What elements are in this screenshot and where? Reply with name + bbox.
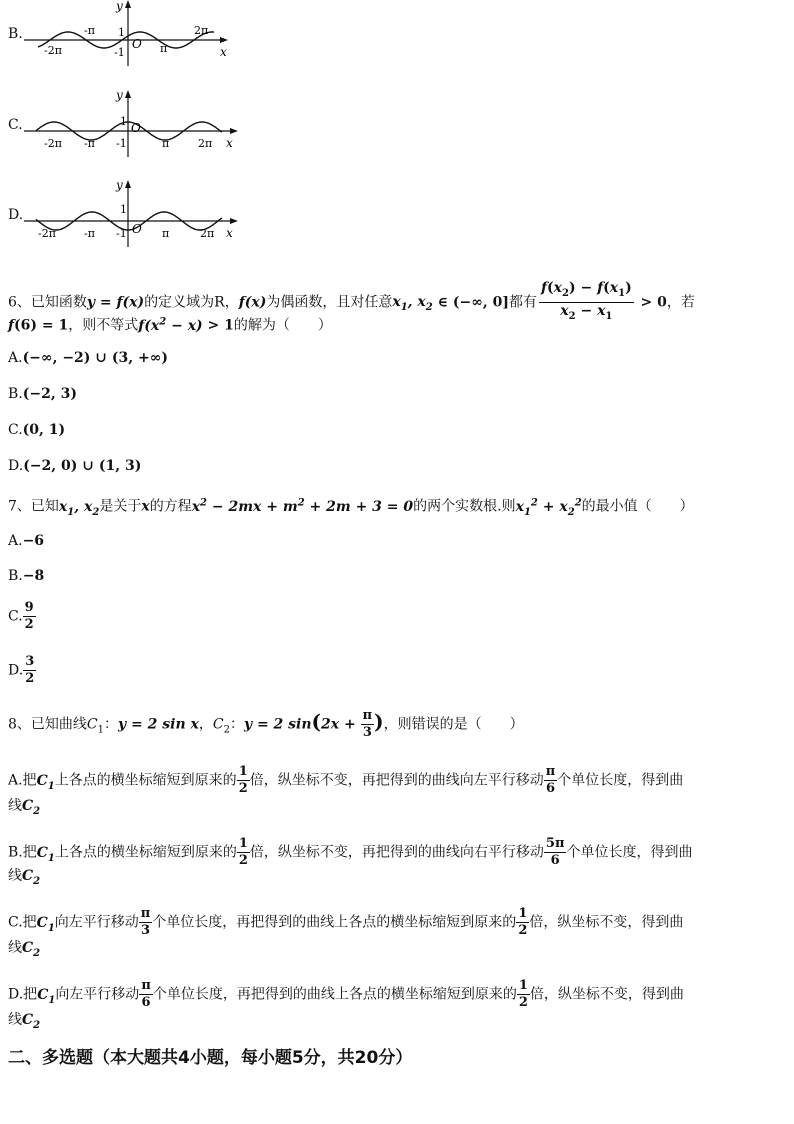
q8-option-b-line-2: 线$C_2$: [8, 868, 41, 887]
question-7-stem: 7、已知$x_1$, $x_2$是关于x的方程$x^2 - 2mx + m^2 + 2m + 3 = 0$的两个实数根.则$x_1^2 + x_2^2$的最小值（ ）: [8, 497, 694, 518]
q7-option-a[interactable]: A.−6: [8, 533, 45, 549]
tick-one: 1: [118, 26, 125, 39]
question-6-line-1: 6、已知函数y = f(x)的定义域为R，f(x)为偶函数，且对任意$x_1$, $x_2$ ∈ (−∞, 0]都有 $\frac{f(x_2) - f(x_1)}{x_2 - x_1}$ > 0，若: [8, 280, 695, 322]
q6-option-c[interactable]: C.(0, 1): [8, 422, 66, 438]
q8-option-d-line-1[interactable]: D.把$C_1$向左平行移动 $\frac{\pi}{6}$ 个单位长度，再把得到的曲线上各点的横坐标缩短到原来的 $\frac{1}{2}$ 倍，纵坐标不变，得到曲: [8, 978, 684, 1010]
option-d-label: D.: [8, 207, 24, 223]
tick-pi: π: [160, 42, 168, 55]
q6-prefix: 6、已知函数: [8, 294, 87, 311]
tick-neg-pi: -π: [84, 24, 95, 37]
y-axis-label: y: [116, 0, 123, 13]
tick-neg-2pi: -2π: [44, 44, 62, 57]
q6-option-d[interactable]: D.(−2, 0) ∪ (1, 3): [8, 458, 142, 474]
tick-one: 1: [120, 115, 127, 128]
q8-option-a-line-2: 线$C_2$: [8, 798, 41, 817]
q8-option-a-line-1[interactable]: A.把$C_1$上各点的横坐标缩短到原来的 $\frac{1}{2}$ 倍，纵坐标不变，再把得到的曲线向左平行移动 $\frac{\pi}{6}$ 个单位长度，得到曲: [8, 764, 684, 796]
graph-b: [0, 0, 260, 70]
origin-label: O: [132, 222, 142, 236]
tick-neg-one: -1: [116, 137, 127, 150]
q7-option-c[interactable]: C. $\frac{9}{2}$: [8, 600, 34, 632]
question-6-line-2: f(6) = 1，则不等式$f(x^2 - x) > 1$的解为（ ）: [8, 316, 332, 334]
option-b-label: B.: [8, 26, 23, 42]
q7-option-b[interactable]: B.−8: [8, 568, 45, 584]
q7-option-d[interactable]: D. $\frac{3}{2}$: [8, 654, 35, 686]
tick-neg-one: -1: [114, 46, 125, 59]
tick-2pi: 2π: [194, 24, 209, 37]
q8-option-c-line-2: 线$C_2$: [8, 940, 41, 959]
x-axis-label: x: [220, 45, 227, 59]
tick-neg-2pi: -2π: [44, 137, 62, 150]
x-axis-label: x: [226, 226, 233, 240]
y-axis-label: y: [116, 88, 123, 102]
tick-neg-pi: -π: [84, 137, 95, 150]
q8-option-c-line-1[interactable]: C.把$C_1$向左平行移动 $\frac{\pi}{3}$ 个单位长度，再把得到的曲线上各点的横坐标缩短到原来的 $\frac{1}{2}$ 倍，纵坐标不变，得到曲: [8, 906, 684, 938]
q8-option-b-line-1[interactable]: B.把$C_1$上各点的横坐标缩短到原来的 $\frac{1}{2}$ 倍，纵坐标不变，再把得到的曲线向右平行移动 $\frac{5\pi}{6}$ 个单位长度，得到曲: [8, 836, 693, 868]
q8-option-d-line-2: 线$C_2$: [8, 1012, 41, 1031]
section-2-heading: 二、多选题（本大题共4小题，每小题5分，共20分）: [8, 1048, 413, 1068]
origin-label: O: [131, 121, 141, 135]
tick-neg-one: -1: [116, 227, 127, 240]
origin-label: O: [132, 37, 142, 51]
tick-pi: π: [162, 137, 170, 150]
q6-option-a[interactable]: A.(−∞, −2) ∪ (3, +∞): [8, 350, 169, 366]
graph-c: [0, 85, 260, 160]
option-c-label: C.: [8, 117, 23, 133]
tick-neg-2pi: -2π: [38, 227, 56, 240]
q6-option-b[interactable]: B.(−2, 3): [8, 386, 77, 402]
x-axis-label: x: [226, 136, 233, 150]
graph-d: [0, 175, 260, 250]
tick-pi: π: [162, 227, 170, 240]
question-8-stem: 8、已知曲线$C_1$：y = 2 sin x，$C_2$：y = 2 sin(2x + $\frac{\pi}{3}$ )，则错误的是（ ）: [8, 708, 524, 740]
tick-2pi: 2π: [198, 137, 213, 150]
tick-2pi: 2π: [200, 227, 215, 240]
y-axis-label: y: [116, 178, 123, 192]
tick-neg-pi: -π: [84, 227, 95, 240]
tick-one: 1: [120, 203, 127, 216]
